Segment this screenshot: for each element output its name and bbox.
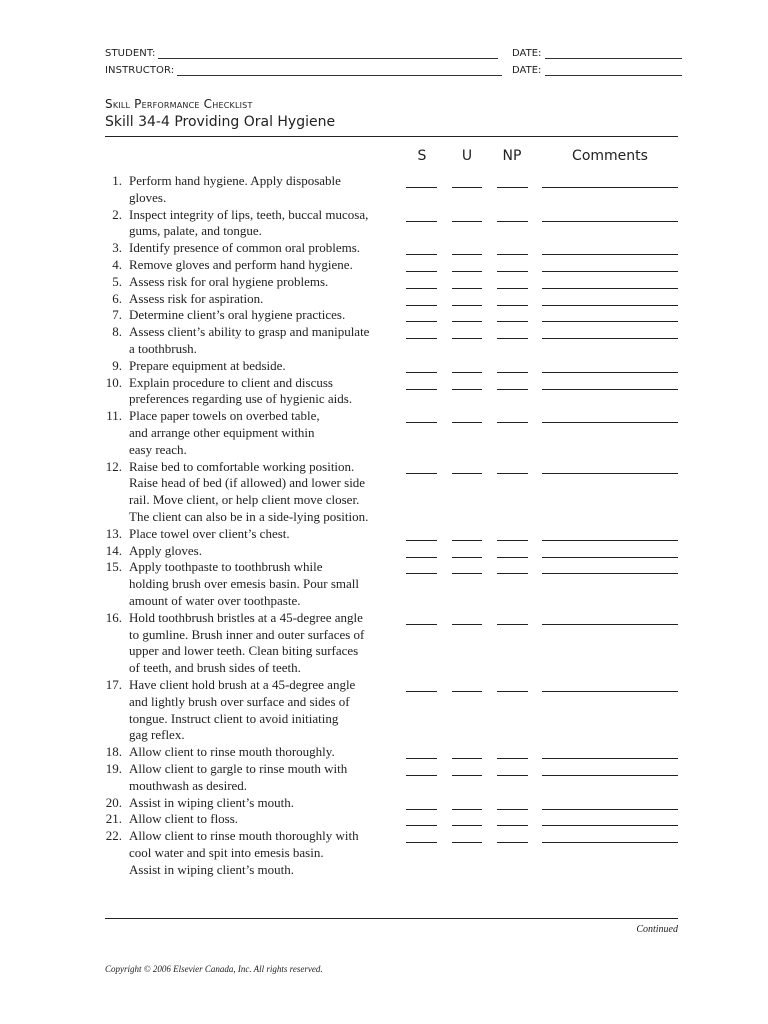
blank-s[interactable]: [406, 254, 437, 255]
step-text-line: Determine client’s oral hygiene practices.: [129, 307, 346, 323]
step-text-line: Assess risk for oral hygiene problems.: [129, 273, 329, 289]
step-text-line: holding brush over emesis basin. Pour small: [129, 576, 360, 592]
blank-comments[interactable]: [542, 288, 678, 289]
blank-np[interactable]: [497, 775, 528, 776]
blank-comments[interactable]: [542, 271, 678, 272]
blank-u[interactable]: [452, 338, 482, 339]
step-text: [129, 274, 399, 291]
blank-np[interactable]: [497, 187, 528, 188]
checklist-step: [100, 257, 400, 274]
step-text: [129, 543, 399, 560]
student-label: STUDENT:: [105, 48, 156, 59]
blank-s[interactable]: [406, 305, 437, 306]
step-text: [129, 828, 399, 878]
step-text-line: and lightly brush over surface and sides of: [129, 693, 350, 709]
footer-divider: [105, 918, 678, 919]
blank-comments[interactable]: [542, 691, 678, 692]
step-text-line: gag reflex.: [129, 727, 185, 743]
step-text-line: rail. Move client, or help client move closer.: [129, 492, 360, 508]
blank-u[interactable]: [452, 842, 482, 843]
blank-u[interactable]: [452, 573, 482, 574]
blank-np[interactable]: [497, 809, 528, 810]
step-number: 12.: [105, 458, 122, 474]
step-text: [129, 173, 399, 207]
blank-comments[interactable]: [542, 187, 678, 188]
step-number: 21.: [105, 811, 122, 827]
blank-np[interactable]: [497, 842, 528, 843]
step-text: [129, 257, 399, 274]
step-text-line: tongue. Instruct client to avoid initiating: [129, 710, 339, 726]
step-number: 11.: [106, 408, 122, 424]
blank-u[interactable]: [452, 389, 482, 390]
blank-u[interactable]: [452, 288, 482, 289]
step-text-line: Apply gloves.: [129, 542, 202, 558]
step-text-line: Assess risk for aspiration.: [129, 290, 264, 306]
checklist-step: [100, 307, 400, 324]
blank-u[interactable]: [452, 473, 482, 474]
blank-comments[interactable]: [542, 389, 678, 390]
blank-u[interactable]: [452, 691, 482, 692]
step-text-line: Allow client to rinse mouth thoroughly with: [129, 828, 359, 844]
step-text: [129, 240, 399, 257]
step-text-line: Prepare equipment at bedside.: [129, 357, 286, 373]
step-text: [129, 459, 399, 526]
step-text-line: The client can also be in a side-lying position.: [129, 508, 369, 524]
step-number: 2.: [112, 206, 122, 222]
blank-np[interactable]: [497, 221, 528, 222]
step-text-line: Assist in wiping client’s mouth.: [129, 861, 295, 877]
date-label: DATE:: [512, 65, 542, 76]
step-number: 22.: [105, 828, 122, 844]
step-number: 17.: [105, 677, 122, 692]
blank-u[interactable]: [452, 758, 482, 759]
step-text: [129, 526, 399, 543]
blank-comments[interactable]: [542, 775, 678, 776]
blank-np[interactable]: [497, 540, 528, 541]
blank-np[interactable]: [497, 305, 528, 306]
blank-s[interactable]: [406, 422, 437, 423]
blank-comments[interactable]: [542, 573, 678, 574]
blank-np[interactable]: [497, 691, 528, 692]
checklist-step: [100, 291, 400, 308]
step-number: 19.: [105, 761, 122, 776]
step-text-line: cool water and spit into emesis basin.: [129, 844, 324, 860]
blank-comments[interactable]: [542, 842, 678, 843]
blank-u[interactable]: [452, 321, 482, 322]
blank-s[interactable]: [406, 338, 437, 339]
checklist-step: [100, 828, 400, 878]
instructor-label: INSTRUCTOR:: [105, 65, 175, 76]
step-number: 8.: [112, 324, 122, 340]
step-text-line: Allow client to floss.: [129, 811, 239, 827]
blank-s[interactable]: [406, 557, 437, 558]
checklist-step: [100, 207, 400, 241]
step-text: [129, 559, 399, 609]
blank-comments[interactable]: [542, 825, 678, 826]
blank-s[interactable]: [406, 758, 437, 759]
blank-s[interactable]: [406, 187, 437, 188]
blank-u[interactable]: [452, 187, 482, 188]
step-text: [129, 375, 399, 409]
step-text-line: to gumline. Brush inner and outer surfaces of: [129, 626, 365, 642]
blank-u[interactable]: [452, 221, 482, 222]
step-number: 15.: [105, 559, 122, 575]
step-text: [129, 408, 399, 458]
step-text-line: Place towel over client’s chest.: [129, 525, 290, 541]
checklist-step: [100, 761, 400, 795]
checklist-step: [100, 324, 400, 358]
step-text: [129, 307, 399, 324]
blank-s[interactable]: [406, 842, 437, 843]
column-header-s: S: [417, 148, 427, 164]
date-line[interactable]: [545, 49, 682, 59]
blank-s[interactable]: [406, 221, 437, 222]
step-text-line: Identify presence of common oral problems.: [129, 240, 361, 256]
copyright-notice: Copyright © 2006 Elsevier Canada, Inc. All rights reserved.: [105, 964, 323, 974]
blank-comments[interactable]: [542, 221, 678, 222]
step-text-line: Apply toothpaste to toothbrush while: [129, 559, 323, 575]
blank-np[interactable]: [497, 573, 528, 574]
checklist-step: [100, 677, 400, 744]
step-text: [129, 324, 399, 358]
step-number: 9.: [112, 357, 122, 373]
checklist-step: [100, 543, 400, 560]
checklist-step: [100, 240, 400, 257]
blank-comments[interactable]: [542, 305, 678, 306]
blank-comments[interactable]: [542, 338, 678, 339]
blank-np[interactable]: [497, 271, 528, 272]
step-text-line: easy reach.: [129, 441, 187, 457]
step-text-line: mouthwash as desired.: [129, 777, 248, 793]
blank-np[interactable]: [497, 557, 528, 558]
blank-comments[interactable]: [542, 422, 678, 423]
step-text-line: Remove gloves and perform hand hygiene.: [129, 257, 353, 272]
step-text-line: Raise bed to comfortable working position.: [129, 458, 355, 474]
blank-comments[interactable]: [542, 624, 678, 625]
date-field-2: [512, 65, 682, 76]
column-header-u: U: [461, 148, 473, 164]
step-number: 10.: [105, 374, 122, 390]
checklist-step: [100, 408, 400, 458]
checklist-step: [100, 459, 400, 526]
blank-np[interactable]: [497, 422, 528, 423]
date-field-1: [512, 48, 682, 59]
blank-u[interactable]: [452, 557, 482, 558]
blank-comments[interactable]: [542, 254, 678, 255]
student-field: [105, 48, 498, 59]
blank-comments[interactable]: [542, 321, 678, 322]
step-text-line: preferences regarding use of hygienic aids.: [129, 391, 353, 407]
blank-u[interactable]: [452, 254, 482, 255]
blank-comments[interactable]: [542, 473, 678, 474]
blank-comments[interactable]: [542, 557, 678, 558]
step-text-line: Perform hand hygiene. Apply disposable: [129, 173, 341, 188]
step-text-line: Explain procedure to client and discuss: [129, 374, 333, 390]
instructor-field: [105, 65, 502, 76]
blank-np[interactable]: [497, 288, 528, 289]
blank-u[interactable]: [452, 624, 482, 625]
blank-u[interactable]: [452, 540, 482, 541]
step-text-line: Place paper towels on overbed table,: [129, 408, 320, 424]
continued-note: Continued: [636, 924, 678, 935]
step-text: [129, 291, 399, 308]
blank-s[interactable]: [406, 389, 437, 390]
checklist-step: [100, 610, 400, 677]
blank-u[interactable]: [452, 271, 482, 272]
step-number: 13.: [105, 525, 122, 541]
step-text-line: Have client hold brush at a 45-degree angle: [129, 677, 356, 692]
blank-np[interactable]: [497, 372, 528, 373]
blank-s[interactable]: [406, 809, 437, 810]
date-label: DATE:: [512, 48, 542, 59]
blank-s[interactable]: [406, 540, 437, 541]
step-number: 5.: [112, 273, 122, 289]
step-text-line: Assist in wiping client’s mouth.: [129, 794, 295, 810]
step-number: 7.: [112, 307, 122, 323]
blank-u[interactable]: [452, 809, 482, 810]
step-text-line: Inspect integrity of lips, teeth, buccal mucosa,: [129, 206, 369, 222]
blank-np[interactable]: [497, 389, 528, 390]
checklist-step: [100, 559, 400, 609]
blank-s[interactable]: [406, 691, 437, 692]
blank-s[interactable]: [406, 372, 437, 373]
blank-s[interactable]: [406, 271, 437, 272]
blank-s[interactable]: [406, 825, 437, 826]
blank-comments[interactable]: [542, 758, 678, 759]
column-header-np: NP: [502, 148, 522, 164]
blank-np[interactable]: [497, 825, 528, 826]
step-text-line: and arrange other equipment within: [129, 424, 315, 440]
blank-np[interactable]: [497, 758, 528, 759]
blank-comments[interactable]: [542, 540, 678, 541]
step-number: 1.: [112, 173, 122, 188]
step-text-line: upper and lower teeth. Clean biting surfaces: [129, 643, 359, 659]
title-divider: [105, 136, 678, 137]
step-text: [129, 610, 399, 677]
checklist-step: [100, 811, 400, 828]
blank-u[interactable]: [452, 372, 482, 373]
blank-np[interactable]: [497, 624, 528, 625]
step-text: [129, 795, 399, 812]
skill-title: Skill 34-4 Providing Oral Hygiene: [105, 114, 336, 130]
blank-u[interactable]: [452, 422, 482, 423]
blank-u[interactable]: [452, 775, 482, 776]
step-number: 16.: [105, 609, 122, 625]
step-text-line: amount of water over toothpaste.: [129, 592, 301, 608]
checklist-kicker: Skill Performance Checklist: [105, 97, 253, 111]
checklist-step: [100, 526, 400, 543]
step-number: 6.: [112, 290, 122, 306]
instructor-line[interactable]: [177, 66, 502, 76]
blank-u[interactable]: [452, 825, 482, 826]
column-header-comments: Comments: [572, 148, 648, 164]
blank-np[interactable]: [497, 473, 528, 474]
step-text: [129, 761, 399, 795]
step-text: [129, 811, 399, 828]
blank-np[interactable]: [497, 254, 528, 255]
step-text-line: gloves.: [129, 189, 167, 205]
checklist-step: [100, 795, 400, 812]
checklist-step: [100, 274, 400, 291]
step-text: [129, 207, 399, 241]
step-text-line: of teeth, and brush sides of teeth.: [129, 660, 301, 676]
step-text-line: Hold toothbrush bristles at a 45-degree angle: [129, 609, 363, 625]
blank-s[interactable]: [406, 473, 437, 474]
step-text-line: Assess client’s ability to grasp and manipulate: [129, 324, 370, 340]
step-text-line: Allow client to gargle to rinse mouth with: [129, 761, 348, 776]
step-number: 4.: [112, 257, 122, 272]
step-text: [129, 358, 399, 375]
step-text: [129, 677, 399, 744]
blank-s[interactable]: [406, 321, 437, 322]
step-number: 3.: [112, 240, 122, 256]
blank-comments[interactable]: [542, 372, 678, 373]
step-number: 18.: [105, 744, 122, 760]
student-line[interactable]: [158, 49, 498, 59]
step-text-line: Allow client to rinse mouth thoroughly.: [129, 744, 335, 760]
step-number: 14.: [105, 542, 122, 558]
checklist-step: [100, 358, 400, 375]
blank-s[interactable]: [406, 288, 437, 289]
blank-s[interactable]: [406, 573, 437, 574]
step-text-line: a toothbrush.: [129, 340, 197, 356]
step-number: 20.: [105, 794, 122, 810]
step-text: [129, 744, 399, 761]
step-text-line: gums, palate, and tongue.: [129, 223, 262, 239]
blank-u[interactable]: [452, 305, 482, 306]
checklist-step: [100, 375, 400, 409]
blank-s[interactable]: [406, 775, 437, 776]
blank-np[interactable]: [497, 321, 528, 322]
blank-np[interactable]: [497, 338, 528, 339]
checklist-step: [100, 744, 400, 761]
blank-s[interactable]: [406, 624, 437, 625]
checklist-step: [100, 173, 400, 207]
blank-comments[interactable]: [542, 809, 678, 810]
step-text-line: Raise head of bed (if allowed) and lower side: [129, 475, 366, 491]
date-line[interactable]: [545, 66, 682, 76]
